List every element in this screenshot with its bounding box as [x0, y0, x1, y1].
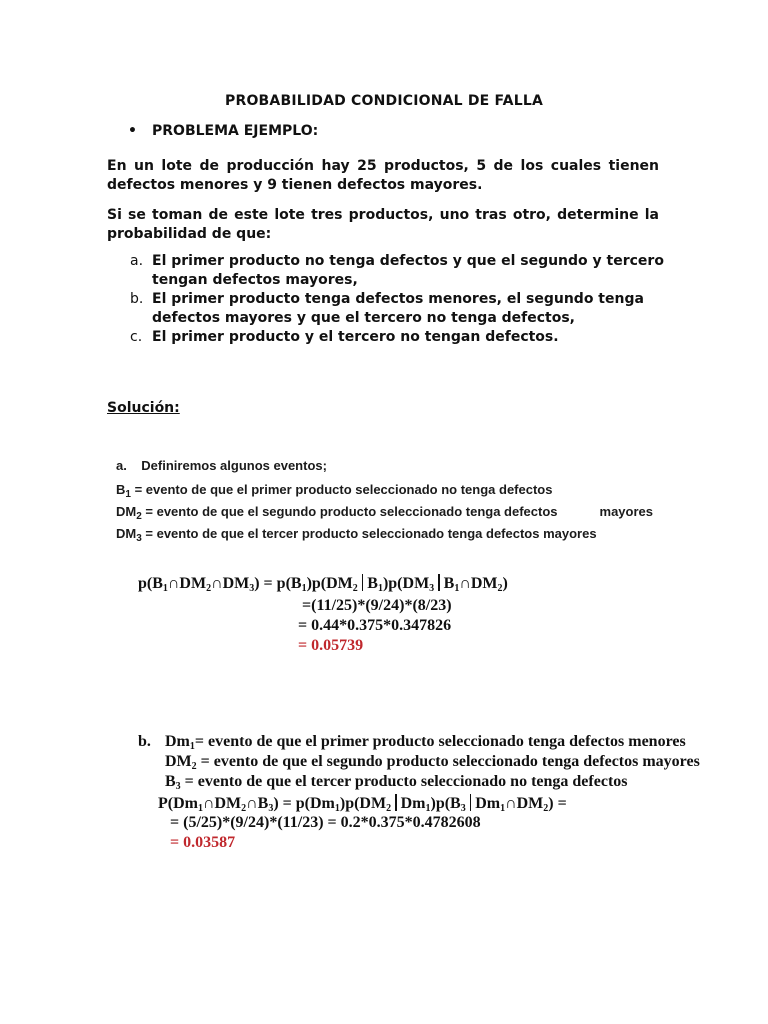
- definition-text: = evento de que el segundo producto seleccionado tenga defectos mayores: [196, 753, 700, 770]
- definition-b3: [165, 773, 628, 791]
- event-symbol: DM: [116, 504, 137, 519]
- event-symbol: B: [165, 773, 176, 790]
- equation-a-line-2: =(11/25)*(9/24)*(8/23): [302, 597, 452, 614]
- list-item: [130, 252, 670, 290]
- definition-dm1: [165, 733, 686, 751]
- equation-a-line-1: $p(B_1\cap DM_2\cap DM_3) = p(B_1)p(DM_2$ $B_1)p(DM_3$ $B_1\cap DM_2$): [138, 575, 508, 594]
- event-subscript: 1: [125, 489, 131, 500]
- question-paragraph: Si se toman de este lote tres productos, uno tras otro, determine la probabilidad de que:: [107, 207, 659, 242]
- list-marker: c.: [130, 329, 143, 345]
- event-symbol: Dm: [165, 733, 190, 750]
- intro-paragraph: En un lote de producción hay 25 productos, 5 de los cuales tienen defectos menores y 9 tienen defectos mayores.: [107, 158, 659, 193]
- event-symbol: B: [116, 482, 126, 497]
- part-a-heading: [116, 458, 327, 473]
- list-marker: b.: [130, 291, 144, 307]
- event-subscript: 2: [191, 761, 197, 772]
- event-symbol: DM: [165, 753, 192, 770]
- bullet-label: PROBLEMA EJEMPLO:: [152, 123, 319, 139]
- page-title: PROBABILIDAD CONDICIONAL DE FALLA: [225, 93, 543, 109]
- event-subscript: 1: [189, 741, 195, 752]
- question-list: [130, 252, 670, 347]
- list-item: [130, 328, 670, 347]
- part-a-heading-text: Definiremos algunos eventos;: [141, 458, 327, 473]
- list-marker: a.: [130, 253, 144, 269]
- equation-b-result: = 0.03587: [170, 834, 236, 851]
- bullet-symbol: •: [128, 123, 137, 139]
- equation-b-line-2: = (5/25)*(9/24)*(11/23) = 0.2*0.375*0.4782608: [170, 814, 481, 831]
- definition-dm3: [116, 526, 597, 544]
- solution-heading: Solución:: [107, 400, 180, 416]
- definition-text: = evento de que el primer producto seleccionado no tenga defectos: [130, 482, 553, 497]
- definition-dm2-b: [165, 753, 700, 771]
- definition-text: = evento de que el tercer producto seleccionado tenga defectos mayores: [141, 526, 597, 541]
- definition-dm2: [116, 504, 653, 522]
- bullet-item: [128, 123, 318, 139]
- part-a-marker: a.: [116, 458, 127, 473]
- list-item: [130, 290, 670, 328]
- list-text: El primer producto y el tercero no tengan defectos.: [152, 329, 559, 345]
- equation-a-result: = 0.05739: [298, 637, 364, 654]
- definition-tail: mayores: [599, 504, 653, 519]
- event-subscript: 3: [175, 781, 181, 792]
- definition-text: = evento de que el segundo producto seleccionado tenga defectos: [141, 504, 558, 519]
- equation-b-line-1: $P(Dm_1\cap DM_2\cap B_3) = p(Dm_1)p(DM_2$ $Dm_1)p(B_3$ $Dm_1\cap DM_2$) =: [158, 795, 567, 814]
- event-symbol: DM: [116, 526, 137, 541]
- definition-text: = evento de que el tercer producto seleccionado no tenga defectos: [180, 773, 628, 790]
- definition-b1: [116, 482, 553, 500]
- equation-a-line-3: = 0.44*0.375*0.347826: [298, 617, 452, 634]
- part-b-marker: b.: [138, 733, 151, 750]
- event-subscript: 3: [136, 533, 142, 544]
- definition-text: = evento de que el primer producto seleccionado tenga defectos menores: [194, 733, 686, 750]
- list-text: El primer producto no tenga defectos y que el segundo y tercero tengan defectos mayores,: [152, 253, 664, 288]
- event-subscript: 2: [136, 511, 142, 522]
- list-text: El primer producto tenga defectos menores, el segundo tenga defectos mayores y que el tercero no tenga defectos,: [152, 291, 644, 326]
